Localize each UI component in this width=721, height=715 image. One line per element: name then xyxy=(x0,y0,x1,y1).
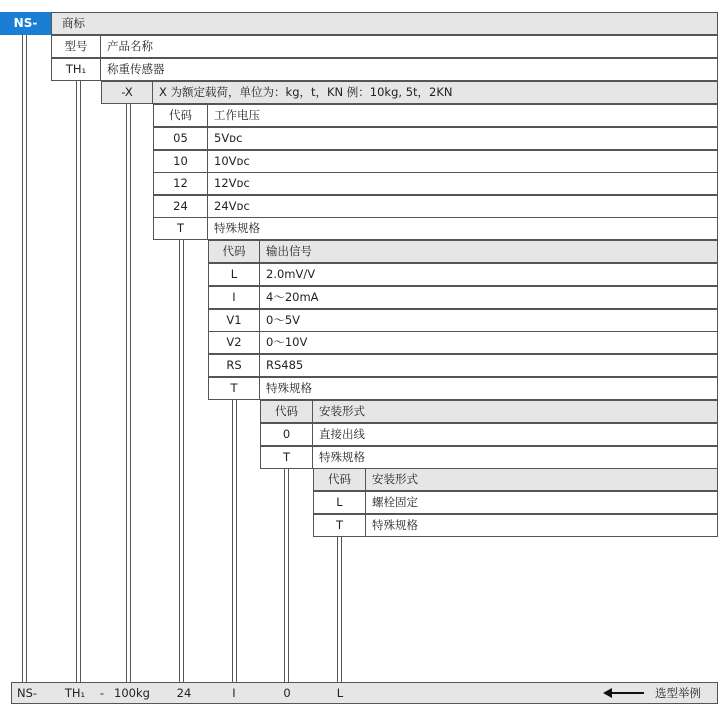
trademark-label: 商标 xyxy=(62,16,85,30)
output-row xyxy=(208,286,718,309)
ns-badge: NS- xyxy=(0,12,51,35)
output-label: 特殊规格 xyxy=(266,381,312,395)
output-row xyxy=(208,377,718,400)
mount1-code: 0 xyxy=(261,424,313,445)
mount2-header-label: 安装形式 xyxy=(372,472,418,486)
output-code: V2 xyxy=(209,332,260,353)
example-part-dash: - xyxy=(99,686,105,700)
guide-line-x-2 xyxy=(130,104,131,682)
guide-line-th xyxy=(76,81,77,682)
output-code: L xyxy=(209,264,260,285)
guide-line-ns-2 xyxy=(26,35,27,682)
output-label: 4～20mA xyxy=(266,290,319,304)
output-header-label: 输出信号 xyxy=(266,244,312,258)
output-code: V1 xyxy=(209,310,260,331)
output-label: 2.0mV/V xyxy=(266,267,316,281)
output-header-code: 代码 xyxy=(209,241,260,262)
guide-line-th-2 xyxy=(80,81,81,682)
output-code: T xyxy=(209,378,260,399)
guide-line-mount2 xyxy=(337,537,338,682)
mount2-row xyxy=(313,491,718,514)
mount2-header-code: 代码 xyxy=(314,469,366,490)
selection-example-bar xyxy=(11,682,718,704)
voltage-code: 24 xyxy=(154,196,208,217)
guide-line-output-2 xyxy=(236,400,237,682)
voltage-row xyxy=(153,172,718,195)
mount1-code: T xyxy=(261,447,313,468)
mount1-header-label: 安装形式 xyxy=(319,404,365,418)
output-row xyxy=(208,331,718,354)
mount1-row xyxy=(260,423,718,446)
guide-line-x xyxy=(126,104,127,682)
guide-line-voltage-2 xyxy=(183,240,184,682)
example-part-ns: NS- xyxy=(16,686,38,700)
voltage-row xyxy=(153,150,718,173)
mount1-label: 特殊规格 xyxy=(319,450,365,464)
output-code: I xyxy=(209,287,260,308)
mount2-code: L xyxy=(314,492,366,513)
x-label: X 为额定载荷，单位为：kg，t，KN 例：10kg, 5t，2KN xyxy=(159,85,453,99)
mount2-label: 特殊规格 xyxy=(372,518,418,532)
mount1-label: 直接出线 xyxy=(319,427,365,441)
trademark-row xyxy=(51,12,718,35)
model-header-code: 型号 xyxy=(52,36,101,57)
guide-line-mount1 xyxy=(284,468,285,682)
example-part-load: 100kg xyxy=(114,686,150,700)
th-label: 称重传感器 xyxy=(107,62,165,76)
x-row xyxy=(101,81,718,104)
voltage-label: 特殊规格 xyxy=(214,221,260,235)
guide-line-voltage xyxy=(179,240,180,682)
output-code: RS xyxy=(209,355,260,376)
voltage-label: 10Vᴅᴄ xyxy=(214,154,250,168)
voltage-label: 24Vᴅᴄ xyxy=(214,199,250,213)
voltage-code: 12 xyxy=(154,173,208,194)
mount2-header-row xyxy=(313,468,718,491)
left-arrow-icon xyxy=(602,683,646,703)
example-part-voltage: 24 xyxy=(176,686,192,700)
voltage-code: 05 xyxy=(154,128,208,149)
th-row xyxy=(51,58,718,81)
voltage-row xyxy=(153,217,718,240)
model-header-label: 产品名称 xyxy=(107,39,153,53)
guide-line-mount2-2 xyxy=(341,537,342,682)
output-label: RS485 xyxy=(266,358,304,372)
voltage-code: 10 xyxy=(154,151,208,172)
example-part-output: I xyxy=(232,686,236,700)
x-code: -X xyxy=(102,82,153,103)
mount2-code: T xyxy=(314,515,366,536)
voltage-code: T xyxy=(154,218,208,239)
mount1-row xyxy=(260,446,718,469)
mount1-header-code: 代码 xyxy=(261,401,313,422)
example-part-mount1: 0 xyxy=(283,686,291,700)
output-row xyxy=(208,354,718,377)
th-code: TH₁ xyxy=(52,59,101,80)
output-row xyxy=(208,309,718,332)
example-part-th: TH₁ xyxy=(64,686,86,700)
example-arrow-label: 选型举例 xyxy=(655,686,701,700)
model-header-row xyxy=(51,35,718,58)
guide-line-output xyxy=(232,400,233,682)
example-part-mount2: L xyxy=(336,686,344,700)
voltage-row xyxy=(153,195,718,218)
voltage-row xyxy=(153,127,718,150)
voltage-label: 5Vᴅᴄ xyxy=(214,131,243,145)
voltage-header-code: 代码 xyxy=(154,105,208,126)
voltage-header-row xyxy=(153,104,718,127)
voltage-label: 12Vᴅᴄ xyxy=(214,176,250,190)
output-label: 0～5V xyxy=(266,313,301,327)
mount2-row xyxy=(313,514,718,537)
output-row xyxy=(208,263,718,286)
voltage-header-label: 工作电压 xyxy=(214,108,260,122)
guide-line-mount1-2 xyxy=(288,468,289,682)
mount1-header-row xyxy=(260,400,718,423)
output-label: 0～10V xyxy=(266,335,308,349)
guide-line-ns xyxy=(22,35,23,682)
mount2-label: 螺栓固定 xyxy=(372,495,418,509)
output-header-row xyxy=(208,240,718,263)
